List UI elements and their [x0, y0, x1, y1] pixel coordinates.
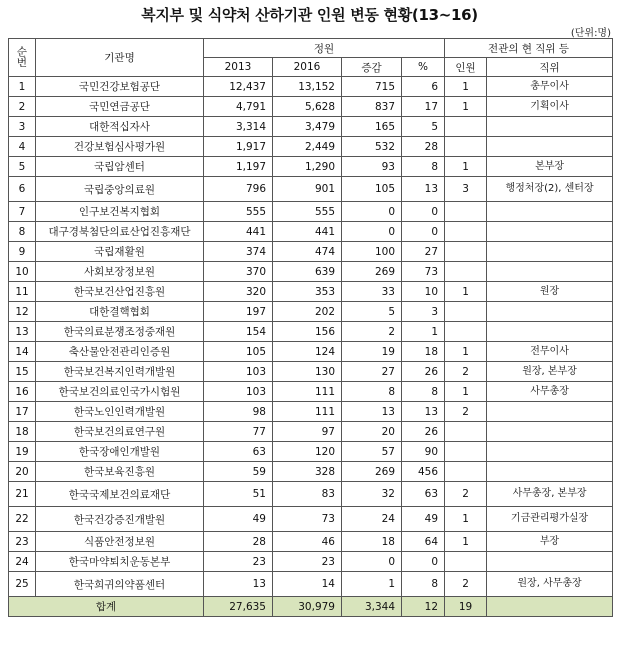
quota-change: 269	[342, 262, 402, 282]
row-number: 16	[9, 382, 36, 402]
quota-2016: 353	[273, 282, 342, 302]
quota-2016: 73	[273, 507, 342, 532]
quota-2016: 1,290	[273, 157, 342, 177]
quota-2016: 130	[273, 362, 342, 382]
former-position: 원장, 사무총장	[487, 572, 613, 597]
former-persons: 1	[445, 342, 487, 362]
row-number: 15	[9, 362, 36, 382]
former-position	[487, 302, 613, 322]
former-persons	[445, 302, 487, 322]
row-number: 11	[9, 282, 36, 302]
quota-2016: 14	[273, 572, 342, 597]
quota-2013: 23	[204, 552, 273, 572]
row-number: 24	[9, 552, 36, 572]
quota-2013: 103	[204, 362, 273, 382]
table-row	[9, 222, 613, 242]
former-position	[487, 552, 613, 572]
quota-pct: 63	[402, 482, 445, 507]
former-position	[487, 402, 613, 422]
header-agency: 기관명	[36, 39, 204, 77]
table-row	[9, 422, 613, 442]
quota-2016: 111	[273, 402, 342, 422]
quota-2013: 154	[204, 322, 273, 342]
quota-2013: 77	[204, 422, 273, 442]
page-title: 복지부 및 식약처 산하기관 인원 변동 현황(13~16)	[141, 6, 478, 24]
header-persons: 인원	[445, 58, 487, 77]
quota-pct: 8	[402, 157, 445, 177]
quota-2016: 111	[273, 382, 342, 402]
quota-change: 0	[342, 552, 402, 572]
quota-2016: 13,152	[273, 77, 342, 97]
row-number: 21	[9, 482, 36, 507]
table-row	[9, 202, 613, 222]
quota-pct: 26	[402, 362, 445, 382]
quota-2016: 46	[273, 532, 342, 552]
total-2016: 30,979	[273, 597, 342, 617]
quota-change: 837	[342, 97, 402, 117]
former-persons	[445, 262, 487, 282]
former-persons	[445, 422, 487, 442]
quota-pct: 0	[402, 222, 445, 242]
agency-name: 한국국제보건의료재단	[36, 482, 204, 507]
row-number: 5	[9, 157, 36, 177]
quota-change: 105	[342, 177, 402, 202]
table-body	[9, 77, 613, 597]
row-number: 10	[9, 262, 36, 282]
agency-name: 한국보건산업진흥원	[36, 282, 204, 302]
total-position	[487, 597, 613, 617]
former-position: 원장	[487, 282, 613, 302]
quota-2016: 120	[273, 442, 342, 462]
quota-change: 165	[342, 117, 402, 137]
row-number: 22	[9, 507, 36, 532]
quota-change: 32	[342, 482, 402, 507]
former-position	[487, 202, 613, 222]
row-number: 20	[9, 462, 36, 482]
table-row	[9, 177, 613, 202]
agency-name: 한국장애인개발원	[36, 442, 204, 462]
former-persons: 1	[445, 507, 487, 532]
former-position: 본부장	[487, 157, 613, 177]
total-2013: 27,635	[204, 597, 273, 617]
quota-change: 1	[342, 572, 402, 597]
quota-2016: 328	[273, 462, 342, 482]
table-row	[9, 382, 613, 402]
table-row	[9, 532, 613, 552]
quota-change: 33	[342, 282, 402, 302]
quota-2013: 105	[204, 342, 273, 362]
quota-pct: 27	[402, 242, 445, 262]
agency-name: 국립재활원	[36, 242, 204, 262]
row-number: 23	[9, 532, 36, 552]
agency-name: 국립중앙의료원	[36, 177, 204, 202]
table-row	[9, 462, 613, 482]
quota-pct: 13	[402, 402, 445, 422]
former-position: 기금관리평가실장	[487, 507, 613, 532]
row-number: 12	[9, 302, 36, 322]
row-number: 25	[9, 572, 36, 597]
table-row	[9, 572, 613, 597]
former-persons	[445, 137, 487, 157]
quota-2013: 320	[204, 282, 273, 302]
agency-name: 국민연금공단	[36, 97, 204, 117]
table-header	[9, 39, 613, 77]
table-row	[9, 302, 613, 322]
former-position	[487, 442, 613, 462]
quota-2016: 23	[273, 552, 342, 572]
quota-2013: 4,791	[204, 97, 273, 117]
quota-change: 0	[342, 222, 402, 242]
agency-name: 한국보육진흥원	[36, 462, 204, 482]
quota-2016: 2,449	[273, 137, 342, 157]
agency-name: 한국희귀의약품센터	[36, 572, 204, 597]
agency-name: 대한결핵협회	[36, 302, 204, 322]
former-position	[487, 322, 613, 342]
quota-2016: 202	[273, 302, 342, 322]
quota-change: 18	[342, 532, 402, 552]
quota-2016: 901	[273, 177, 342, 202]
quota-2016: 441	[273, 222, 342, 242]
table-row	[9, 507, 613, 532]
former-position	[487, 117, 613, 137]
header-change: 증감	[342, 58, 402, 77]
quota-2016: 124	[273, 342, 342, 362]
former-persons	[445, 462, 487, 482]
quota-pct: 17	[402, 97, 445, 117]
agency-name: 한국마약퇴치운동본부	[36, 552, 204, 572]
agency-name: 국민건강보험공단	[36, 77, 204, 97]
quota-change: 0	[342, 202, 402, 222]
former-persons: 1	[445, 532, 487, 552]
quota-2013: 51	[204, 482, 273, 507]
former-position: 전무이사	[487, 342, 613, 362]
quota-2016: 156	[273, 322, 342, 342]
former-persons: 2	[445, 482, 487, 507]
quota-pct: 5	[402, 117, 445, 137]
agency-name: 한국보건복지인력개발원	[36, 362, 204, 382]
row-number: 6	[9, 177, 36, 202]
quota-pct: 73	[402, 262, 445, 282]
former-persons	[445, 442, 487, 462]
quota-pct: 49	[402, 507, 445, 532]
former-position	[487, 422, 613, 442]
quota-change: 27	[342, 362, 402, 382]
table-row	[9, 322, 613, 342]
former-persons: 2	[445, 362, 487, 382]
former-position: 부장	[487, 532, 613, 552]
row-number: 14	[9, 342, 36, 362]
table-row	[9, 342, 613, 362]
former-persons: 3	[445, 177, 487, 202]
quota-2013: 59	[204, 462, 273, 482]
total-row	[9, 597, 613, 617]
table-row	[9, 552, 613, 572]
quota-2013: 12,437	[204, 77, 273, 97]
quota-change: 2	[342, 322, 402, 342]
quota-2013: 441	[204, 222, 273, 242]
header-position: 직위	[487, 58, 613, 77]
former-position	[487, 462, 613, 482]
quota-pct: 90	[402, 442, 445, 462]
agency-name: 축산물안전관리인증원	[36, 342, 204, 362]
quota-pct: 8	[402, 572, 445, 597]
quota-2013: 374	[204, 242, 273, 262]
quota-change: 715	[342, 77, 402, 97]
quota-2013: 197	[204, 302, 273, 322]
quota-change: 8	[342, 382, 402, 402]
total-change: 3,344	[342, 597, 402, 617]
quota-pct: 28	[402, 137, 445, 157]
row-number: 7	[9, 202, 36, 222]
quota-2013: 49	[204, 507, 273, 532]
former-position	[487, 242, 613, 262]
quota-pct: 26	[402, 422, 445, 442]
quota-pct: 64	[402, 532, 445, 552]
quota-change: 57	[342, 442, 402, 462]
former-persons	[445, 322, 487, 342]
table-row	[9, 442, 613, 462]
table-row	[9, 77, 613, 97]
former-position	[487, 262, 613, 282]
quota-pct: 8	[402, 382, 445, 402]
agency-name: 한국노인인력개발원	[36, 402, 204, 422]
former-position: 원장, 본부장	[487, 362, 613, 382]
agency-name: 한국건강증진개발원	[36, 507, 204, 532]
unit-label: (단위:명)	[570, 28, 611, 39]
quota-2013: 555	[204, 202, 273, 222]
quota-2016: 474	[273, 242, 342, 262]
former-persons: 1	[445, 97, 487, 117]
former-position: 사무총장	[487, 382, 613, 402]
former-persons	[445, 202, 487, 222]
row-number: 13	[9, 322, 36, 342]
quota-pct: 0	[402, 552, 445, 572]
quota-pct: 18	[402, 342, 445, 362]
former-persons: 2	[445, 572, 487, 597]
row-number: 18	[9, 422, 36, 442]
row-number: 1	[9, 77, 36, 97]
agency-name: 대한적십자사	[36, 117, 204, 137]
row-number: 2	[9, 97, 36, 117]
agency-name: 건강보험심사평가원	[36, 137, 204, 157]
agency-name: 한국보건의료연구원	[36, 422, 204, 442]
table-row	[9, 402, 613, 422]
quota-2013: 1,917	[204, 137, 273, 157]
former-persons: 1	[445, 282, 487, 302]
header-2013: 2013	[204, 58, 273, 77]
row-number: 8	[9, 222, 36, 242]
table-row	[9, 137, 613, 157]
former-persons: 1	[445, 157, 487, 177]
quota-2013: 3,314	[204, 117, 273, 137]
former-position	[487, 222, 613, 242]
header-no	[9, 39, 36, 77]
header-2016: 2016	[273, 58, 342, 77]
quota-change: 532	[342, 137, 402, 157]
agency-name: 인구보건복지협회	[36, 202, 204, 222]
header-quota: 정원	[204, 39, 445, 58]
former-position	[487, 137, 613, 157]
former-persons	[445, 552, 487, 572]
former-persons: 2	[445, 402, 487, 422]
agency-name: 한국의료분쟁조정중재원	[36, 322, 204, 342]
quota-change: 13	[342, 402, 402, 422]
quota-2016: 83	[273, 482, 342, 507]
quota-2013: 370	[204, 262, 273, 282]
header-former-group: 전관의 현 직위 등	[445, 39, 613, 58]
quota-pct: 6	[402, 77, 445, 97]
agency-name: 식품안전정보원	[36, 532, 204, 552]
quota-pct: 0	[402, 202, 445, 222]
quota-change: 19	[342, 342, 402, 362]
quota-2016: 3,479	[273, 117, 342, 137]
former-position: 사무총장, 본부장	[487, 482, 613, 507]
table-row	[9, 117, 613, 137]
table-row	[9, 482, 613, 507]
total-label: 합계	[9, 597, 204, 617]
total-pct: 12	[402, 597, 445, 617]
former-persons	[445, 222, 487, 242]
quota-2013: 28	[204, 532, 273, 552]
staff-table	[8, 38, 613, 617]
row-number: 19	[9, 442, 36, 462]
header-pct: %	[402, 58, 445, 77]
quota-change: 5	[342, 302, 402, 322]
quota-change: 93	[342, 157, 402, 177]
row-number: 3	[9, 117, 36, 137]
header-no-label: 순 번	[16, 45, 28, 69]
former-persons: 1	[445, 382, 487, 402]
quota-change: 269	[342, 462, 402, 482]
agency-name: 사회보장정보원	[36, 262, 204, 282]
row-number: 4	[9, 137, 36, 157]
agency-name: 한국보건의료인국가시험원	[36, 382, 204, 402]
table-row	[9, 362, 613, 382]
former-persons	[445, 117, 487, 137]
quota-pct: 456	[402, 462, 445, 482]
quota-2016: 555	[273, 202, 342, 222]
quota-pct: 3	[402, 302, 445, 322]
quota-2013: 13	[204, 572, 273, 597]
agency-name: 국립암센터	[36, 157, 204, 177]
former-persons	[445, 242, 487, 262]
quota-pct: 10	[402, 282, 445, 302]
quota-change: 24	[342, 507, 402, 532]
total-persons: 19	[445, 597, 487, 617]
quota-change: 100	[342, 242, 402, 262]
quota-2013: 63	[204, 442, 273, 462]
quota-change: 20	[342, 422, 402, 442]
former-position: 행정처장(2), 센터장	[487, 177, 613, 202]
table-row	[9, 157, 613, 177]
quota-2013: 1,197	[204, 157, 273, 177]
quota-pct: 1	[402, 322, 445, 342]
quota-2016: 639	[273, 262, 342, 282]
row-number: 9	[9, 242, 36, 262]
quota-2013: 796	[204, 177, 273, 202]
table-row	[9, 282, 613, 302]
table-row	[9, 242, 613, 262]
former-position: 기획이사	[487, 97, 613, 117]
quota-2013: 103	[204, 382, 273, 402]
row-number: 17	[9, 402, 36, 422]
quota-2016: 5,628	[273, 97, 342, 117]
former-persons: 1	[445, 77, 487, 97]
table-row	[9, 262, 613, 282]
agency-name: 대구경북첨단의료산업진흥재단	[36, 222, 204, 242]
former-position: 총무이사	[487, 77, 613, 97]
quota-2016: 97	[273, 422, 342, 442]
quota-2013: 98	[204, 402, 273, 422]
quota-pct: 13	[402, 177, 445, 202]
table-row	[9, 97, 613, 117]
